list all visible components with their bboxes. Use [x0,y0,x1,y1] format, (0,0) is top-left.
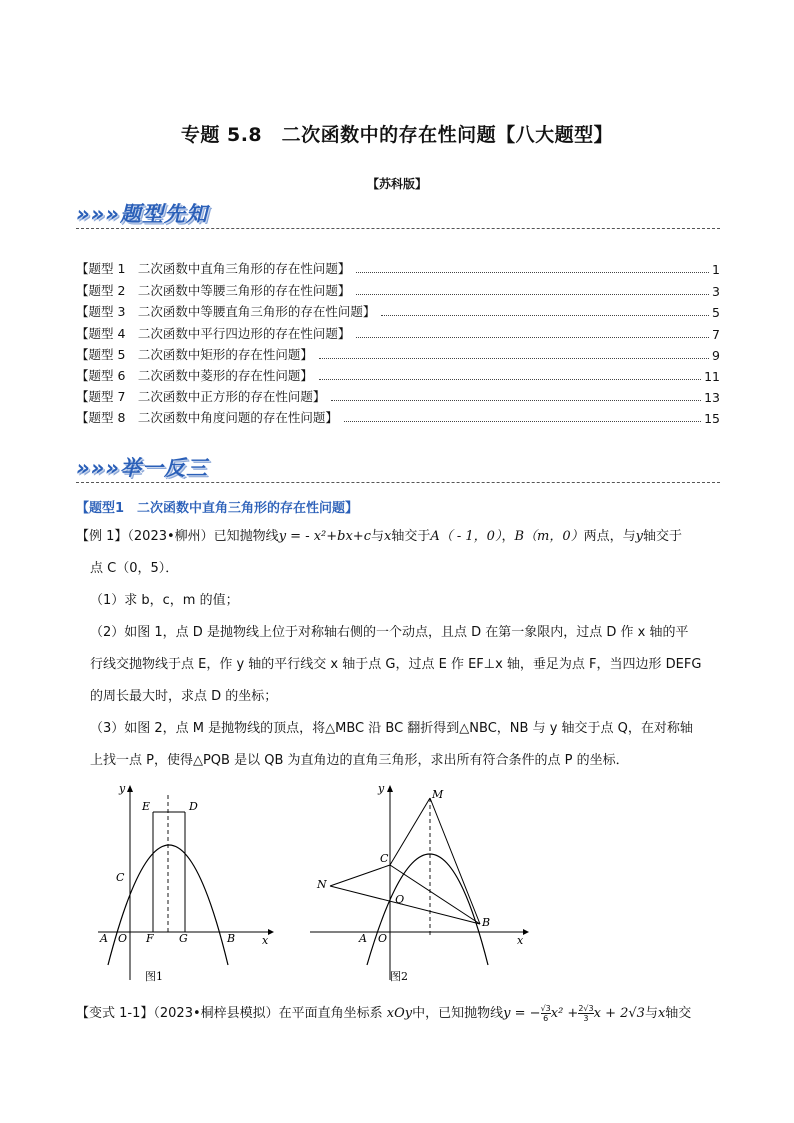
y-axis-arrow [127,785,133,792]
toc-item-page: 5 [712,305,720,320]
toc-item[interactable] [76,278,720,299]
toc-item-page: 15 [704,411,720,426]
label-m: M [432,788,444,801]
fraction-denominator: 6 [543,1014,549,1023]
toc-item-page: 9 [712,348,720,363]
toc-leader [319,358,709,359]
y-axis-arrow [387,785,393,792]
label-c: C [116,871,125,884]
example-line-2: 点 C（0，5）． [90,561,179,576]
toc-leader [356,294,709,295]
figure-2 [305,780,535,985]
segment-nc [330,865,390,886]
toc-item-page: 3 [712,284,720,299]
toc-item-label: 【题型 3 二次函数中等腰直角三角形的存在性问题】 [76,304,376,319]
example-text: ， [501,529,515,544]
fraction-numerator: 2√3 [578,1004,594,1013]
toc-item-label: 【题型 5 二次函数中矩形的存在性问题】 [76,347,313,362]
point-a: A（ - 1，0） [430,529,502,544]
question-3-line-1: （3）如图 2，点 M 是抛物线的顶点，将△MBC 沿 BC 翻折得到△NBC，NB 与 y 轴交于点 Q，在对称轴 [90,721,693,736]
fraction-sqrt3-over-6 [541,1004,551,1023]
figure-1-caption: 图1 [145,970,163,983]
toc-item[interactable] [76,321,720,342]
label-c: C [380,852,389,865]
toc-divider [76,228,720,229]
label-a: A [359,932,367,945]
toc-banner: »»»题型先知 [76,202,208,226]
label-x: x [262,934,269,947]
toc-item[interactable] [76,256,720,277]
toc-item[interactable] [76,299,720,320]
question-3-line-2: 上找一点 P，使得△PQB 是以 QB 为直角边的直角三角形，求出所有符合条件的点 P 的坐标． [90,753,629,768]
variant-text: 与 [644,1006,658,1021]
question-1: （1）求 b，c，m 的值； [90,593,239,608]
variant-text: 中，已知抛物线 [412,1006,504,1021]
variant-tag: 【变式 1-1】 [76,1006,154,1021]
equation-part: x + 2√3 [593,1006,645,1021]
toc-item-page: 7 [712,327,720,342]
label-e: E [142,800,151,813]
figure-2-caption: 图2 [390,970,408,983]
toc-item-page: 1 [712,262,720,277]
toc-item-label: 【题型 8 二次函数中角度问题的存在性问题】 [76,410,338,425]
parabola-equation: y = - x²+bx+c [278,529,371,544]
parabola-curve [367,854,491,965]
toc-item-page: 13 [704,390,720,405]
toc-item[interactable] [76,342,720,363]
math-var: xOy [386,1006,413,1021]
toc-item[interactable] [76,384,720,405]
toc-item-label: 【题型 4 二次函数中平行四边形的存在性问题】 [76,326,351,341]
label-b: B [227,932,236,945]
toc-item-label: 【题型 2 二次函数中等腰三角形的存在性问题】 [76,283,351,298]
toc-leader [381,315,709,316]
equation-part: x² + [550,1006,579,1021]
page-title: 专题 5.8 二次函数中的存在性问题【八大题型】 [180,124,614,146]
x-axis-arrow [523,929,529,935]
label-o: O [118,932,128,945]
math-var: y [635,529,643,544]
example-text: 轴交于 [391,529,431,544]
toc-item[interactable] [76,405,720,426]
variant-text: 在平面直角坐标系 [278,1006,383,1021]
label-b: B [482,916,491,929]
math-var: x [657,1006,666,1021]
edition-label: 【苏科版】 [366,177,427,191]
section-heading: 【题型1 二次函数中直角三角形的存在性问题】 [76,501,359,516]
label-y: y [378,782,385,795]
fraction-denominator: 3 [583,1014,589,1023]
math-var: x [384,529,392,544]
variant-source: （2023•桐梓县模拟） [153,1006,279,1021]
examples-divider [76,482,720,483]
example-text: 与 [370,529,384,544]
parabola-curve [108,845,228,965]
label-f: F [146,932,154,945]
segment-nb [330,886,480,924]
example-text: 已知抛物线 [213,529,279,544]
toc-leader [319,379,701,380]
example-tag: 【例 1】 [76,529,128,544]
x-axis-arrow [268,929,274,935]
example-line-1 [76,528,682,546]
label-a: A [100,932,108,945]
toc-leader [344,421,701,422]
label-o: O [378,932,388,945]
label-q: Q [395,893,405,906]
toc-item-label: 【题型 7 二次函数中正方形的存在性问题】 [76,389,326,404]
equation-part: y = − [503,1006,541,1021]
point-b: B（m，0） [514,529,584,544]
toc-leader [356,337,709,338]
toc-leader [356,272,709,273]
toc-item[interactable] [76,363,720,384]
fraction-2sqrt3-over-3 [578,1004,593,1023]
fraction-numerator: √3 [540,1004,551,1013]
toc-leader [331,400,701,401]
variant-text: 轴交 [665,1006,692,1021]
toc-item-page: 11 [704,369,720,384]
label-d: D [189,800,198,813]
toc-item-label: 【题型 6 二次函数中菱形的存在性问题】 [76,368,313,383]
example-text: 轴交于 [643,529,683,544]
example-text: 两点，与 [583,529,636,544]
variant-1-1 [76,1003,691,1025]
label-y: y [119,782,126,795]
examples-banner: »»»举一反三 [76,456,208,480]
label-g: G [179,932,188,945]
question-2-line-1: （2）如图 1，点 D 是抛物线上位于对称轴右侧的一个动点，且点 D 在第一象限内，过点 D 作 x 轴的平 [90,625,689,640]
question-2-line-3: 的周长最大时，求点 D 的坐标； [90,689,278,704]
segment-mb [430,798,480,924]
label-x: x [517,934,524,947]
toc-item-label: 【题型 1 二次函数中直角三角形的存在性问题】 [76,261,351,276]
label-n: N [317,878,327,891]
figure-1 [90,780,280,985]
question-2-line-2: 行线交抛物线于点 E，作 y 轴的平行线交 x 轴于点 G，过点 E 作 EF⊥x 轴，垂足为点 F，当四边形 DEFG [90,657,702,672]
example-source: （2023•柳州） [127,529,214,544]
